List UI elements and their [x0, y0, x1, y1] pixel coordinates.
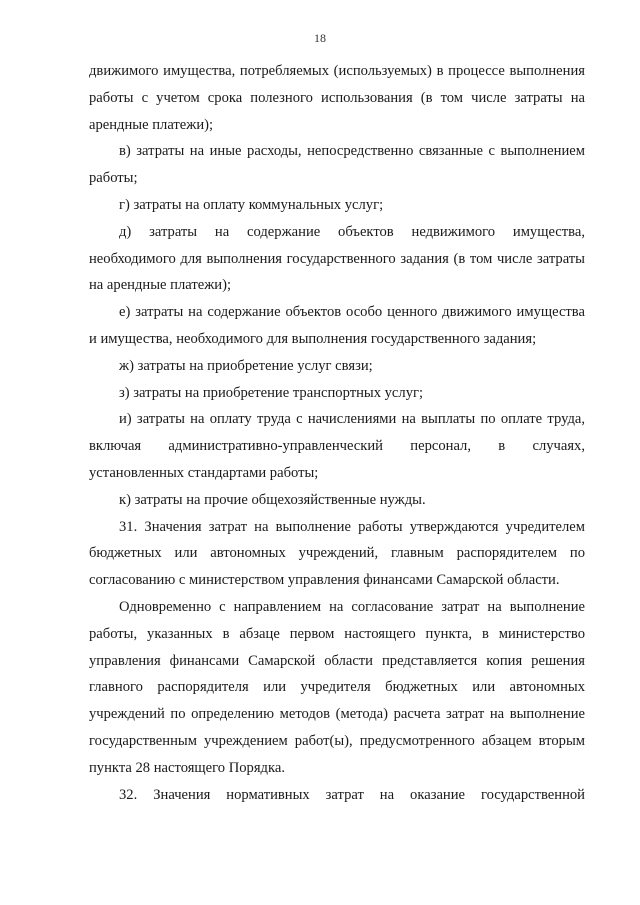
paragraph-continuation: движимого имущества, потребляемых (используемых) в процессе выполнения работы с учетом срока полезного использования (в том числе затраты на арендные платежи);: [89, 63, 585, 133]
paragraph-item-zh: ж) затраты на приобретение услуг связи;: [119, 357, 373, 374]
paragraph-clause-32: 32. Значения нормативных затрат на оказание государственной: [119, 786, 585, 803]
paragraph-item-g: г) затраты на оплату коммунальных услуг;: [119, 196, 384, 213]
document-body: [89, 58, 585, 808]
paragraph-clause-31: 31. Значения затрат на выполнение работы утверждаются учредителем бюджетных или автономных учреждений, главным распорядителем по согласованию с министерством управления финансами Самарской области.: [89, 518, 585, 589]
page-number: 18: [314, 31, 326, 45]
paragraph-item-z: з) затраты на приобретение транспортных услуг;: [119, 384, 424, 401]
paragraph-item-k: к) затраты на прочие общехозяйственные нужды.: [119, 491, 426, 508]
paragraph-item-i: и) затраты на оплату труда с начислениями на выплаты по оплате труда, включая административно-управленческий персонал, в случаях, установленных стандартами работы;: [89, 411, 585, 481]
paragraph-item-d: д) затраты на содержание объектов недвижимого имущества, необходимого для выполнения государственного задания (в том числе затраты на арендные платежи);: [89, 223, 585, 294]
paragraph-clause-31-second: Одновременно с направлением на согласование затрат на выполнение работы, указанных в абзаце первом настоящего пункта, в министерство управления финансами Самарской области представляется копия решения главного распорядителя или учредителя бюджетных или автономных учреждений по определению методов (метода) расчета затрат на выполнение государственным учреждением работ(ы), предусмотренного абзацем вторым пункта 28 настоящего Порядка.: [89, 598, 585, 776]
paragraph-item-e: е) затраты на содержание объектов особо ценного движимого имущества и имущества, необходимого для выполнения государственного задания;: [89, 304, 585, 347]
paragraph-item-v: в) затраты на иные расходы, непосредственно связанные с выполнением работы;: [89, 143, 585, 187]
